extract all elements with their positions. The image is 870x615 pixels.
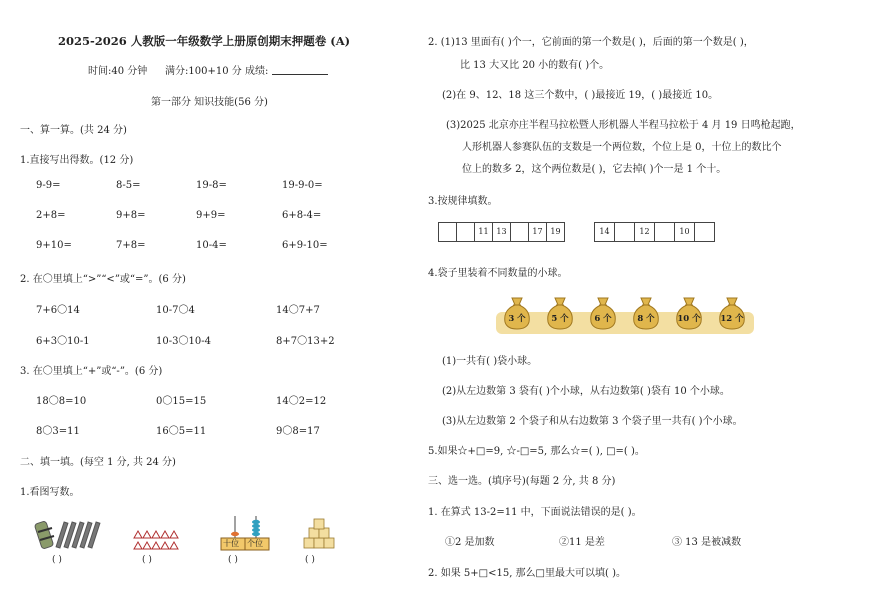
- bag-count: 5 个: [551, 314, 569, 324]
- calc-item: 2+8=: [36, 210, 66, 221]
- calc-item: 6+9-10=: [282, 240, 328, 251]
- abacus-tens-label: 十位: [223, 539, 239, 548]
- q2-3-line3: 位上的数多 2，这个两位数是( )，它去掉( )个一是 1 个十。: [462, 164, 727, 175]
- section-2-heading: 二、填一填。(每空 1 分, 共 24 分): [20, 457, 176, 468]
- bag-count: 6 个: [594, 314, 612, 324]
- sign-item: 0〇15=15: [156, 396, 207, 407]
- calc-item: 9-9=: [36, 180, 61, 191]
- seq-cell: 14: [595, 223, 615, 241]
- seq-cell: 10: [675, 223, 695, 241]
- ball-bag-6: [717, 296, 747, 330]
- ball-bag-1: [502, 296, 532, 330]
- compare-item: 10-3〇10-4: [156, 336, 211, 347]
- seq-cell: 13: [493, 223, 511, 241]
- result-label: 成绩:: [245, 66, 269, 77]
- calc-item: 9+10=: [36, 240, 72, 251]
- bags-background: [496, 312, 754, 334]
- calc-item: 7+8=: [116, 240, 146, 251]
- score-info: 满分:100+10 分: [165, 66, 242, 77]
- compare-item: 7+6〇14: [36, 305, 80, 316]
- answer-paren[interactable]: ( ): [52, 555, 62, 565]
- q2-1-line1: 2. (1)13 里面有( )个一，它前面的第一个数是( )，后面的第一个数是( )，: [428, 37, 754, 48]
- seq-cell[interactable]: [695, 223, 714, 241]
- ball-bag-4: [631, 296, 661, 330]
- sequence-2: [594, 222, 715, 242]
- cubes-icon: [302, 518, 338, 552]
- q5: 5.如果☆+□=9, ☆-□=5, 那么☆=( ), □=( )。: [428, 446, 645, 457]
- triangles-icon: [132, 528, 180, 552]
- result-blank: [272, 74, 328, 75]
- q2-1-line2: 比 13 大又比 20 小的数有( )个。: [460, 60, 610, 71]
- sign-item: 8〇3=11: [36, 426, 80, 437]
- seq-cell[interactable]: [439, 223, 457, 241]
- exam-title: 2025-2026 人教版一年级数学上册原创期末押题卷 (A): [58, 34, 351, 48]
- calc-item: 6+8-4=: [282, 210, 322, 221]
- calc-item: 10-4=: [196, 240, 227, 251]
- seq-cell: 19: [550, 227, 561, 236]
- answer-paren[interactable]: ( ): [142, 555, 152, 565]
- bag-count: 3 个: [508, 314, 526, 324]
- answer-paren[interactable]: ( ): [305, 555, 315, 565]
- ball-bag-3: [588, 296, 618, 330]
- bag-count: 10 个: [677, 314, 701, 324]
- seq-cell[interactable]: [457, 223, 475, 241]
- choice-q1-option-3[interactable]: ③ 13 是被减数: [672, 537, 742, 548]
- compare-item: 8+7〇13+2: [276, 336, 335, 347]
- calc-item: 9+9=: [196, 210, 226, 221]
- seq-cell[interactable]: [511, 223, 529, 241]
- sign-item: 14〇2=12: [276, 396, 327, 407]
- q1-heading: 1.直接写出得数。(12 分): [20, 155, 134, 166]
- sequence-1: [438, 222, 565, 242]
- bag-count: 12 个: [720, 314, 744, 324]
- sign-item: 16〇5=11: [156, 426, 207, 437]
- calc-item: 19-9-0=: [282, 180, 323, 191]
- ball-bag-2: [545, 296, 575, 330]
- seq-cell: 12: [635, 223, 655, 241]
- ball-bag-5: [674, 296, 704, 330]
- sign-item: 18〇8=10: [36, 396, 87, 407]
- answer-paren[interactable]: ( ): [228, 555, 238, 565]
- sticks-bundle-icon: [34, 516, 106, 552]
- q4-3: (3)从左边数第 2 个袋子和从右边数第 3 个袋子里一共有( )个小球。: [442, 416, 743, 427]
- time-info: 时间:40 分钟: [88, 66, 148, 77]
- choice-q2: 2. 如果 5+□<15, 那么□里最大可以填( )。: [428, 568, 626, 579]
- bag-count: 8 个: [637, 314, 655, 324]
- part-heading: 第一部分 知识技能(56 分): [151, 97, 268, 108]
- choice-q1: 1. 在算式 13-2=11 中，下面说法错误的是( )。: [428, 507, 642, 518]
- q2-3-line1: (3)2025 北京亦庄半程马拉松暨人形机器人半程马拉松于 4 月 19 日鸣枪起跑，: [446, 120, 801, 131]
- seq-cell: 11: [475, 223, 493, 241]
- seq-cell[interactable]: [655, 223, 675, 241]
- section-1-heading: 一、算一算。(共 24 分): [20, 125, 127, 136]
- calc-item: 9+8=: [116, 210, 146, 221]
- section-3-heading: 三、选一选。(填序号)(每题 2 分, 共 8 分): [428, 476, 616, 487]
- abacus-ones-label: 个位: [247, 539, 263, 548]
- seq-cell: 17: [529, 223, 547, 241]
- compare-item: 6+3〇10-1: [36, 336, 90, 347]
- sign-item: 9〇8=17: [276, 426, 320, 437]
- calc-item: 19-8=: [196, 180, 227, 191]
- seq-cell[interactable]: [615, 223, 635, 241]
- choice-q1-option-2[interactable]: ②11 是差: [559, 537, 605, 548]
- q2-heading: 2. 在〇里填上“>”“<”或“=”。(6 分): [20, 274, 186, 285]
- choice-q1-option-1[interactable]: ①2 是加数: [445, 537, 495, 548]
- q4-1: (1)一共有( )袋小球。: [442, 356, 538, 367]
- q2-2: (2)在 9、12、18 这三个数中，( )最接近 19，( )最接近 10。: [442, 90, 719, 101]
- q3-heading: 3. 在〇里填上“+”或“-”。(6 分): [20, 366, 163, 377]
- q3-heading: 3.按规律填数。: [428, 196, 498, 207]
- q4-heading: 4.袋子里装着不同数量的小球。: [428, 268, 568, 279]
- q2-3-line2: 人形机器人参赛队伍的支数是一个两位数，个位上是 0，十位上的数比个: [462, 142, 782, 153]
- compare-item: 10-7〇4: [156, 305, 195, 316]
- compare-item: 14〇7+7: [276, 305, 320, 316]
- calc-item: 8-5=: [116, 180, 141, 191]
- q-picture-heading: 1.看图写数。: [20, 487, 80, 498]
- q4-2: (2)从左边数第 3 袋有( )个小球，从右边数第( )袋有 10 个小球。: [442, 386, 730, 397]
